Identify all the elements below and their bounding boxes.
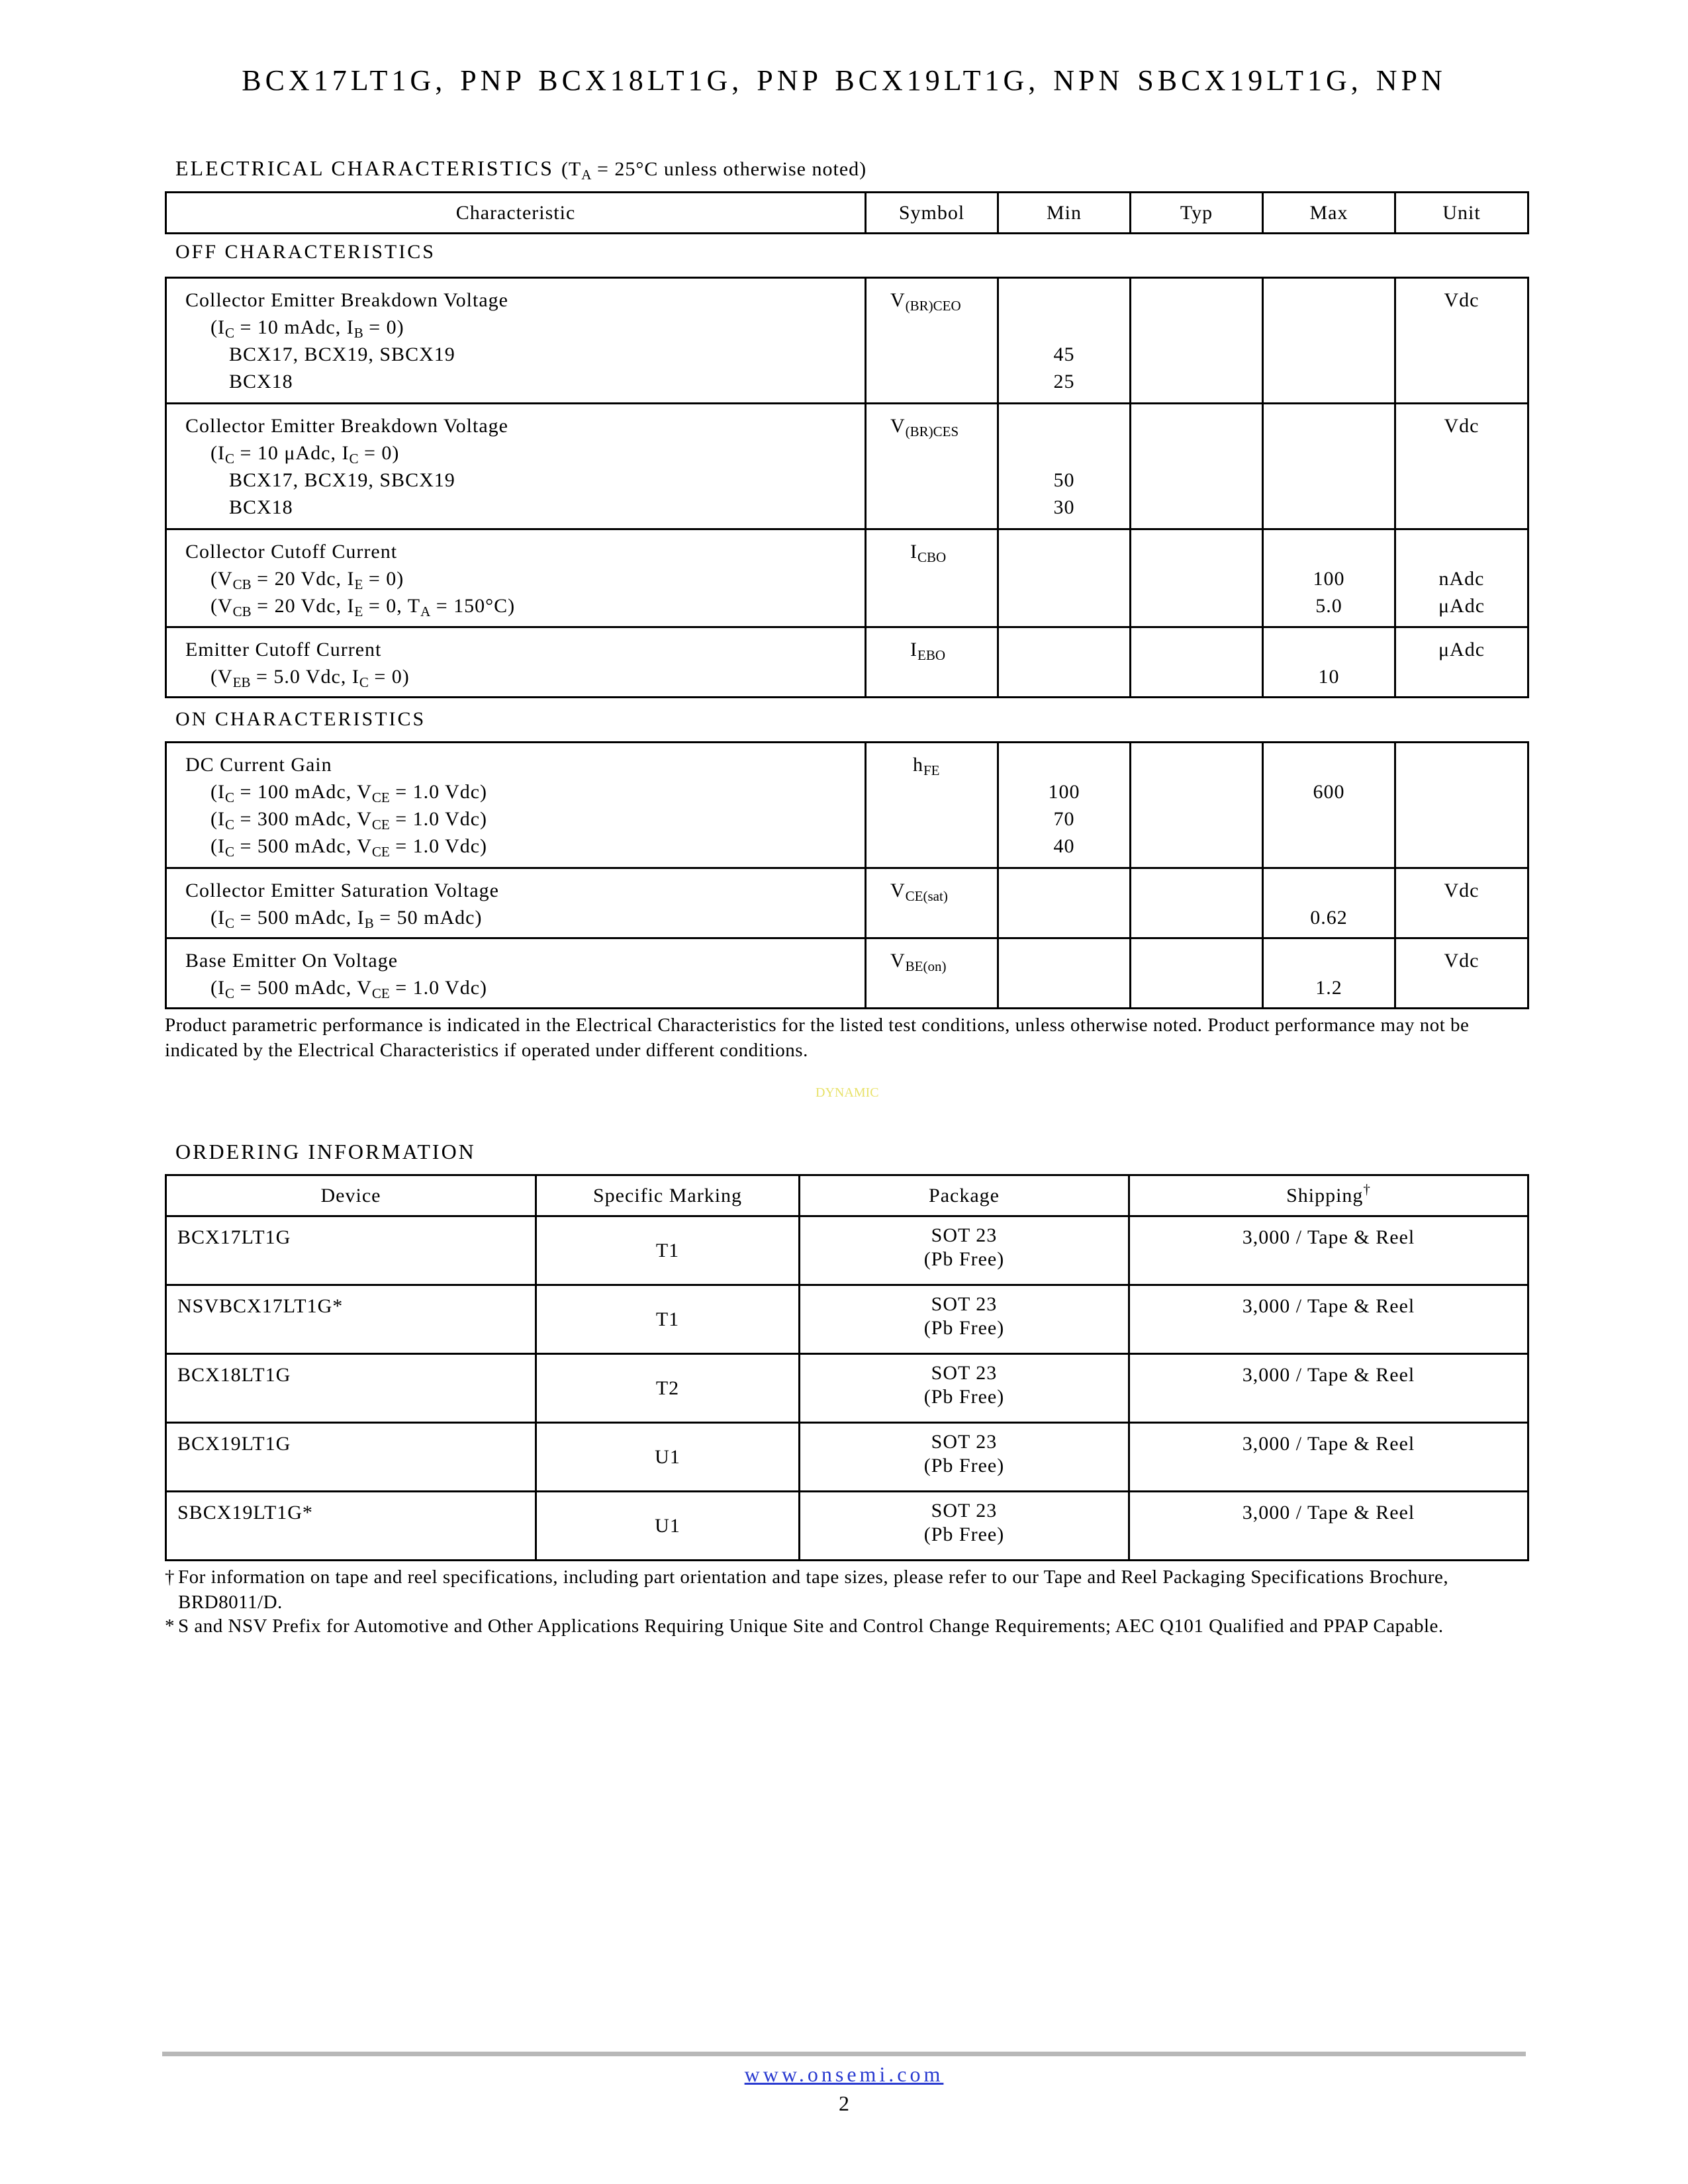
- unit-cell: μAdc: [1395, 627, 1528, 698]
- param-name: Emitter Cutoff Current: [185, 639, 382, 660]
- table-row: [166, 1492, 1528, 1561]
- symbol-cell: $V_{CE(sat)}$: [866, 868, 998, 938]
- min-cell: 45 25: [998, 278, 1131, 404]
- param-name: Collector Cutoff Current: [185, 541, 398, 563]
- min-cell: 50 30: [998, 404, 1131, 529]
- typ-cell: [1131, 868, 1263, 938]
- min-cell: [998, 868, 1131, 938]
- max-cell: [1263, 404, 1395, 529]
- col-min: Min: [998, 193, 1131, 234]
- min-cell: [998, 627, 1131, 698]
- ordering-table: [165, 1174, 1529, 1561]
- typ-cell: [1131, 278, 1263, 404]
- table-row: [166, 1285, 1528, 1354]
- test-condition: ($I_C = 300$ mAdc, $V_{CE} = 1.0$ Vdc): [211, 808, 488, 833]
- shipping-cell: 3,000 / Tape & Reel: [1129, 1423, 1528, 1492]
- test-condition: ($V_{CB} = 20$ Vdc, $I_E = 0$, $T_A = 150^\circ C$): [211, 595, 516, 619]
- marking-cell: T1: [536, 1285, 800, 1354]
- col-marking: Specific Marking: [536, 1175, 800, 1216]
- test-condition: ($I_C = 500$ mAdc, $V_{CE} = 1.0$ Vdc): [211, 977, 488, 1001]
- package-cell: SOT 23 (Pb Free): [800, 1492, 1129, 1561]
- table-row: [166, 743, 1528, 868]
- footnote-automotive: * S and NSV Prefix for Automotive and Other Applications Requiring Unique Site and Control Change Requirements; AEC Q101 Qualified and PPAP Capable.: [165, 1615, 1444, 1637]
- device-cell: SBCX19LT1G*: [166, 1492, 536, 1561]
- symbol-cell: $V_{BE(on)}$: [866, 938, 998, 1009]
- typ-cell: [1131, 938, 1263, 1009]
- electrical-heading-main: ELECTRICAL CHARACTERISTICS: [175, 156, 554, 180]
- test-condition: ($I_C = 500$ mAdc, $I_B = 50$ mAdc): [211, 907, 483, 931]
- max-cell: 10: [1263, 627, 1395, 698]
- symbol-cell: $I_{EBO}$: [866, 627, 998, 698]
- electrical-heading: ELECTRICAL CHARACTERISTICS ($T_A = 25^\circ C$ unless otherwise noted): [175, 156, 867, 183]
- param-name: Base Emitter On Voltage: [185, 950, 399, 972]
- device-cell: NSVBCX17LT1G*: [166, 1285, 536, 1354]
- shipping-cell: 3,000 / Tape & Reel: [1129, 1216, 1528, 1285]
- shipping-cell: 3,000 / Tape & Reel: [1129, 1285, 1528, 1354]
- typ-cell: [1131, 404, 1263, 529]
- col-max: Max: [1263, 193, 1395, 234]
- col-shipping: Shipping†: [1129, 1175, 1528, 1216]
- shipping-cell: 3,000 / Tape & Reel: [1129, 1492, 1528, 1561]
- on-characteristics-table: [165, 741, 1529, 1009]
- param-name: Collector Emitter Breakdown Voltage: [185, 289, 508, 311]
- symbol-cell: $I_{CBO}$: [866, 529, 998, 627]
- table-row: [166, 404, 1528, 529]
- min-cell: [998, 938, 1131, 1009]
- symbol-cell: $h_{FE}$: [866, 743, 998, 868]
- table-row: [166, 1216, 1528, 1285]
- device-cell: BCX18LT1G: [166, 1354, 536, 1423]
- table-row: [166, 529, 1528, 627]
- unit-cell: Vdc: [1395, 404, 1528, 529]
- table-row: [166, 938, 1528, 1009]
- table-row: [166, 627, 1528, 698]
- marking-cell: U1: [536, 1492, 800, 1561]
- performance-note: Product parametric performance is indicated in the Electrical Characteristics for the listed test conditions, unless otherwise noted. Product performance may not be indicated by the Electrical Characteristics if operated under different conditions.: [165, 1015, 1470, 1061]
- test-condition: ($V_{CB} = 20$ Vdc, $I_E = 0$): [211, 568, 404, 592]
- device-cell: BCX19LT1G: [166, 1423, 536, 1492]
- col-device: Device: [166, 1175, 536, 1216]
- test-condition: ($I_C = 100$ mAdc, $V_{CE} = 1.0$ Vdc): [211, 781, 488, 805]
- col-characteristic: Characteristic: [166, 193, 866, 234]
- max-cell: 100 5.0: [1263, 529, 1395, 627]
- off-characteristics-table: [165, 277, 1529, 698]
- marking-cell: U1: [536, 1423, 800, 1492]
- package-cell: SOT 23 (Pb Free): [800, 1354, 1129, 1423]
- col-symbol: Symbol: [866, 193, 998, 234]
- unit-cell: Vdc: [1395, 938, 1528, 1009]
- table-row: [166, 278, 1528, 404]
- device-group: BCX17, BCX19, SBCX19: [229, 469, 455, 491]
- symbol-cell: $V_{(BR)CES}$: [866, 404, 998, 529]
- device-group: BCX17, BCX19, SBCX19: [229, 343, 455, 365]
- max-cell: 600: [1263, 743, 1395, 868]
- typ-cell: [1131, 627, 1263, 698]
- watermark-text: DYNAMIC: [816, 1085, 879, 1100]
- page-number: 2: [839, 2091, 849, 2115]
- device-group: BCX18: [229, 371, 293, 392]
- param-name: Collector Emitter Breakdown Voltage: [185, 415, 508, 437]
- col-unit: Unit: [1395, 193, 1528, 234]
- col-typ: Typ: [1131, 193, 1263, 234]
- param-name: DC Current Gain: [185, 754, 332, 776]
- symbol-cell: $V_{(BR)CEO}$: [866, 278, 998, 404]
- table-row: [166, 1354, 1528, 1423]
- table-row: [166, 1423, 1528, 1492]
- marking-cell: T2: [536, 1354, 800, 1423]
- param-name: Collector Emitter Saturation Voltage: [185, 880, 499, 901]
- unit-cell: nAdc μAdc: [1395, 529, 1528, 627]
- package-cell: SOT 23 (Pb Free): [800, 1423, 1129, 1492]
- on-characteristics-heading: ON CHARACTERISTICS: [175, 708, 426, 730]
- max-cell: 1.2: [1263, 938, 1395, 1009]
- footer-divider: [162, 2052, 1526, 2056]
- col-package: Package: [800, 1175, 1129, 1216]
- typ-cell: [1131, 529, 1263, 627]
- unit-cell: [1395, 743, 1528, 868]
- device-cell: BCX17LT1G: [166, 1216, 536, 1285]
- off-characteristics-heading: OFF CHARACTERISTICS: [175, 241, 436, 263]
- page-title: BCX17LT1G, PNP BCX18LT1G, PNP BCX19LT1G, NPN SBCX19LT1G, NPN: [242, 64, 1446, 97]
- typ-cell: [1131, 743, 1263, 868]
- ordering-heading: ORDERING INFORMATION: [175, 1140, 476, 1163]
- electrical-header-table: [165, 191, 1529, 234]
- max-cell: [1263, 278, 1395, 404]
- marking-cell: T1: [536, 1216, 800, 1285]
- device-group: BCX18: [229, 496, 293, 518]
- footer-website-link[interactable]: www.onsemi.com: [744, 2062, 944, 2086]
- test-condition: ($I_C = 500$ mAdc, $V_{CE} = 1.0$ Vdc): [211, 835, 488, 860]
- test-condition: ($I_C = 10$ μAdc, $I_C = 0$): [211, 442, 400, 467]
- shipping-cell: 3,000 / Tape & Reel: [1129, 1354, 1528, 1423]
- package-cell: SOT 23 (Pb Free): [800, 1285, 1129, 1354]
- min-cell: [998, 529, 1131, 627]
- unit-cell: Vdc: [1395, 868, 1528, 938]
- unit-cell: Vdc: [1395, 278, 1528, 404]
- package-cell: SOT 23 (Pb Free): [800, 1216, 1129, 1285]
- min-cell: 100 70 40: [998, 743, 1131, 868]
- max-cell: 0.62: [1263, 868, 1395, 938]
- test-condition: ($V_{EB} = 5.0$ Vdc, $I_C = 0$): [211, 666, 410, 690]
- footnote-tape-reel: † For information on tape and reel specifications, including part orientation and tape sizes, please refer to our Tape and Reel Packaging Specifications Brochure, BRD8011/D.: [165, 1567, 1449, 1613]
- table-row: [166, 868, 1528, 938]
- test-condition: ($I_C = 10$ mAdc, $I_B = 0$): [211, 316, 404, 341]
